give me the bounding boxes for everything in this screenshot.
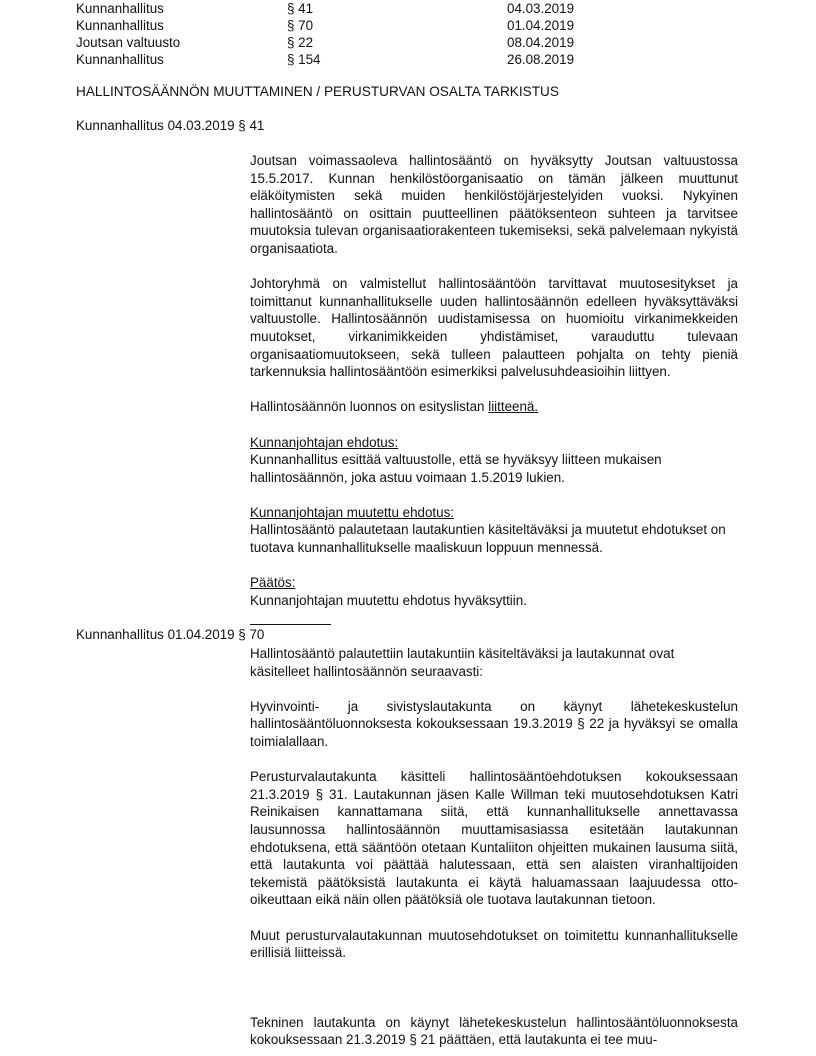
proposal-text: Kunnanhallitus esittää valtuustolle, että se hyväksyy liitteen mukaisen hallintosäännön, joka astuu voimaan 1.5.2019 lukien. — [250, 452, 662, 485]
decision-text: Kunnanjohtajan muutettu ehdotus hyväksyttiin. — [250, 592, 527, 608]
meta-body: Kunnanhallitus — [76, 18, 164, 33]
section-body — [250, 645, 738, 1049]
paragraph: Perusturvalautakunta käsitteli hallintosääntöehdotuksen kokouksessaan 21.3.2019 § 31. Lautakunnan jäsen Kalle Willman teki muutosehdotuksen Katri Reinikaisen kannattamana siitä, että kunnanhallitukselle annettavassa lausunnossa hallintosäännön muuttamisasiassa esitetään lautakunnan ehdotuksena, että sääntöön otetaan Kuntaliiton ohjeitten mukainen lausuma siitä, että lautakunta voi päättää halutessaan, että sen alaisten viranhaltijoiden tekemistä päätöksistä lautakunta ei käytä haluamassaan laajuudessa otto-oikeuttaan eikä näin ollen päätöksiä ole tuotava lautakunnan tietoon. — [250, 769, 738, 908]
meta-section: § 70 — [287, 18, 314, 33]
section-heading: Kunnanhallitus 01.04.2019 § 70 — [76, 627, 265, 642]
meta-date: 04.03.2019 — [507, 1, 575, 16]
meta-section: § 22 — [287, 35, 314, 50]
meta-date: 26.08.2019 — [507, 52, 575, 67]
section-heading: Kunnanhallitus 04.03.2019 § 41 — [76, 118, 265, 133]
paragraph: Muut perusturvalautakunnan muutosehdotukset on toimitettu kunnanhallitukselle erillisiä liitteissä. — [250, 927, 738, 961]
meta-section: § 154 — [287, 52, 321, 67]
document-title: HALLINTOSÄÄNNÖN MUUTTAMINEN / PERUSTURVAN OSALTA TARKISTUS — [76, 84, 559, 99]
paragraph: Hallintosääntö palautettiin lautakuntiin käsiteltäväksi ja lautakunnat ovat käsitelleet hallintosäännön seuraavasti: — [250, 646, 675, 679]
section-body — [250, 152, 738, 609]
paragraph-text: Hallintosäännön luonnos on esityslistan — [250, 399, 489, 415]
separator-line — [250, 624, 331, 625]
modified-proposal-text: Hallintosääntö palautetaan lautakuntien käsiteltäväksi ja muutetut ehdotukset on tuotava kunnanhallitukselle maaliskuun loppuun mennessä. — [250, 522, 726, 556]
modified-proposal-label: Kunnanjohtajan muutettu ehdotus: — [250, 504, 454, 520]
paragraph: Joutsan voimassaoleva hallintosääntö on hyväksytty Joutsan valtuustossa 15.5.2017. Kunnan henkilöstöorganisaatio on tämän jälkeen muuttunut eläköitymisten sekä muiden henkilöstöjärjestelyiden vuoksi. Nykyinen hallintosääntö on osittain puutteellinen päätöksenteon suhteen ja tarvitsee muutoksia tulevan organisaatiorakenteen tukemiseksi, sekä palvelemaan nykyistä organisaatiota. — [250, 153, 738, 256]
paragraph: Tekninen lautakunta on käynyt lähetekeskustelun hallintosääntöluonnoksesta kokouksessaan 21.3.2019 § 21 päättäen, että lautakunta ei tee muu- — [250, 1014, 738, 1048]
paragraph: Johtoryhmä on valmistellut hallintosääntöön tarvittavat muutosesitykset ja toimittanut kunnanhallitukselle uuden hallintosäännön edelleen hyväksyttäväksi valtuustolle. Hallintosäännön uudistamisessa on huomioitu virkanimekkeiden muutokset, virkanimikkeiden yhdistämiset, varauduttu tulevaan organisaatiomuutokseen, sekä tulleen palautteen pohjalta on tehty pieniä tarkennuksia hallintosääntöön esimerkiksi palvelusuhdeasioihin liittyen. — [250, 276, 738, 380]
meta-date: 01.04.2019 — [507, 18, 575, 33]
attachment-link[interactable]: liitteenä. — [488, 399, 539, 415]
decision-label: Päätös: — [250, 575, 296, 591]
meta-date: 08.04.2019 — [507, 35, 575, 50]
meta-section: § 41 — [287, 1, 314, 16]
proposal-label: Kunnanjohtajan ehdotus: — [250, 434, 399, 450]
paragraph — [250, 398, 738, 416]
meta-body: Kunnanhallitus — [76, 52, 164, 67]
meta-body: Kunnanhallitus — [76, 1, 164, 16]
meta-body: Joutsan valtuusto — [76, 35, 181, 50]
paragraph: Hyvinvointi- ja sivistyslautakunta on käynyt lähetekeskustelun hallintosääntöluonnoksesta kokouksessaan 19.3.2019 § 22 ja hyväksyi se omalla toimialallaan. — [250, 698, 738, 749]
